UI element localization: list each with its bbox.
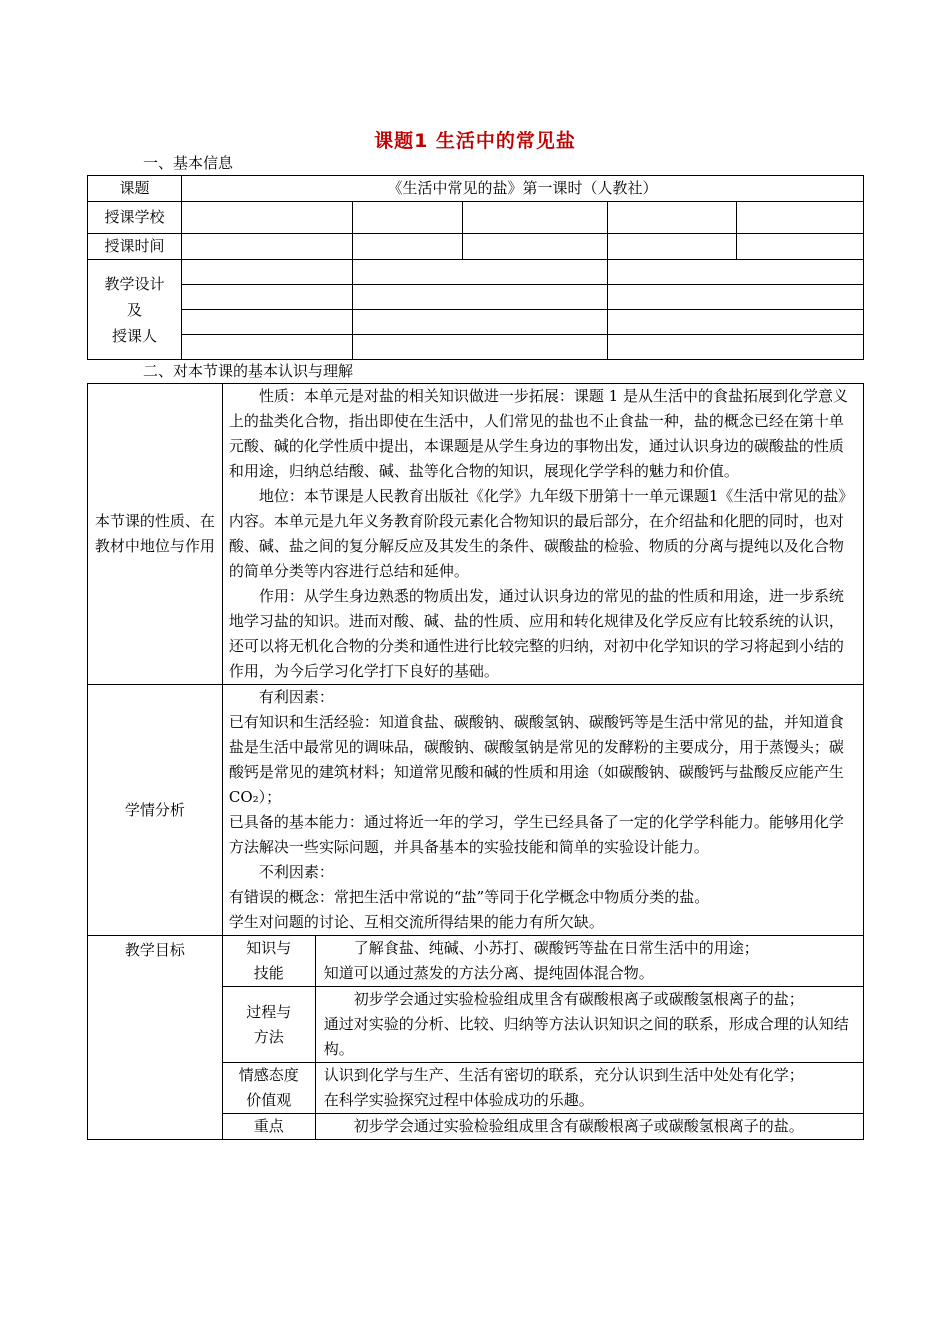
nature-content [222,384,863,685]
design-cell [352,310,608,335]
goal-process-content [315,987,863,1063]
goal-emotion-content [315,1063,863,1114]
understanding-table [87,383,864,1140]
design-cell [608,285,864,310]
design-label-line: 及 [126,300,142,319]
design-cell [352,260,608,285]
role-paragraph: 作用：从学生身边熟悉的物质出发，通过认识身边的常见的盐的性质和用途，进一步系统地学习盐的知识。进而对酸、碱、盐的性质、应用和转化规律及化学反应有比较系统的认识，还可以将无机化合物的分类和通性进行比较完整的归纳，对初中化学知识的学习将起到小结的作用，为今后学习化学打下良好的基础。 [228,587,844,680]
goal-label-line: 方法 [253,1027,284,1046]
design-label [88,260,182,360]
design-cell [608,310,864,335]
school-cell [352,202,462,234]
goal-label-line: 情感态度 [238,1066,299,1084]
time-label: 授课时间 [88,234,182,260]
unfavorable-communication: 学生对问题的讨论、互相交流所得结果的能力有所欠缺。 [228,913,604,931]
time-cell [181,234,352,260]
unfavorable-title: 不利因素： [258,863,334,881]
design-label-line: 教学设计 [104,274,165,293]
design-cell [181,285,352,310]
school-cell [608,202,737,234]
position-paragraph: 地位：本节课是人民教育出版社《化学》九年级下册第十一单元课题1《生活中常见的盐》内容。本单元是九年义务教育阶段元素化合物知识的最后部分，在介绍盐和化肥的同时，也对酸、碱、盐之间的复分解反应及其发生的条件、碳酸盐的检验、物质的分离与提纯以及化合物的简单分类等内容进行总结和延伸。 [228,487,854,580]
time-cell [737,234,864,260]
favorable-ability: 已具备的基本能力：通过将近一年的学习，学生已经具备了一定的化学学科能力。能够用化学方法解决一些实际问题，并具备基本的实验技能和简单的实验设计能力。 [228,813,844,856]
goal-process-label [222,987,315,1063]
goal-emotion-label [222,1063,315,1114]
school-cell [181,202,352,234]
favorable-title: 有利因素： [258,688,334,706]
goal-line: 了解食盐、纯碱、小苏打、碳酸钙等盐在日常生活中的用途； [353,939,759,957]
goal-label-line: 过程与 [246,1002,292,1021]
goal-label-line: 知识与 [246,939,292,957]
goal-line: 在科学实验探究过程中体验成功的乐趣。 [323,1091,594,1109]
design-cell [181,310,352,335]
section-understanding: 二、对本节课的基本认识与理解 [143,362,354,380]
goal-label-line: 技能 [253,964,284,982]
time-cell [608,234,737,260]
favorable-knowledge: 已有知识和生活经验：知道食盐、碳酸钠、碳酸氢钠、碳酸钙等是生活中常见的盐，并知道食盐是生活中最常见的调味品，碳酸钠、碳酸氢钠是常见的发酵粉的主要成分，用于蒸馒头；碳酸钙是常见的建筑材料；知道常见酸和碱的性质和用途（如碳酸钠、碳酸钙与盐酸反应能产生CO₂）； [228,713,844,806]
design-label-line: 授课人 [111,326,157,345]
school-label: 授课学校 [88,202,182,234]
goal-line: 通过对实验的分析、比较、归纳等方法认识知识之间的联系，形成合理的认知结构。 [323,1015,849,1058]
goal-knowledge-content [315,936,863,987]
design-cell [352,285,608,310]
goal-label-line: 价值观 [246,1091,292,1109]
topic-value: 《生活中常见的盐》第一课时（人教社） [181,176,863,202]
goal-line: 认识到化学与生产、生活有密切的联系，充分认识到生活中处处有化学； [323,1066,804,1084]
goal-line: 知道可以通过蒸发的方法分离、提纯固体混合物。 [323,964,654,982]
goal-knowledge-label [222,936,315,987]
key-label: 重点 [222,1114,315,1140]
unfavorable-concept: 有错误的概念：常把生活中常说的“盐”等同于化学概念中物质分类的盐。 [228,888,710,906]
school-cell [462,202,608,234]
nature-paragraph: 性质：本单元是对盐的相关知识做进一步拓展：课题 1 是从生活中的食盐拓展到化学意义上的盐类化合物，指出即使在生活中，人们常见的盐也不止食盐一种，盐的概念已经在第十单元酸、碱的化学性质中提出，本课题是从学生身边的事物出发，通过认识身边的碳酸盐的性质和用途，归纳总结酸、碱、盐等化合物的知识，展现化学学科的魅力和价值。 [228,387,848,480]
page-title: 课题1 生活中的常见盐 [374,130,576,152]
section-basic-info: 一、基本信息 [143,154,234,172]
analysis-label: 学情分析 [88,685,223,936]
basic-info-table [87,175,864,360]
design-cell [608,260,864,285]
goal-line: 初步学会通过实验检验组成里含有碳酸根离子或碳酸氢根离子的盐； [353,990,804,1008]
analysis-content [222,685,863,936]
design-cell [608,335,864,360]
key-line: 初步学会通过实验检验组成里含有碳酸根离子或碳酸氢根离子的盐。 [353,1117,804,1135]
design-cell [181,260,352,285]
goals-label: 教学目标 [88,936,223,1140]
time-cell [352,234,462,260]
design-cell [352,335,608,360]
topic-label: 课题 [88,176,182,202]
nature-label: 本节课的性质、在教材中地位与作用 [88,384,223,685]
time-cell [462,234,608,260]
school-cell [737,202,864,234]
key-content [315,1114,863,1140]
design-cell [181,335,352,360]
